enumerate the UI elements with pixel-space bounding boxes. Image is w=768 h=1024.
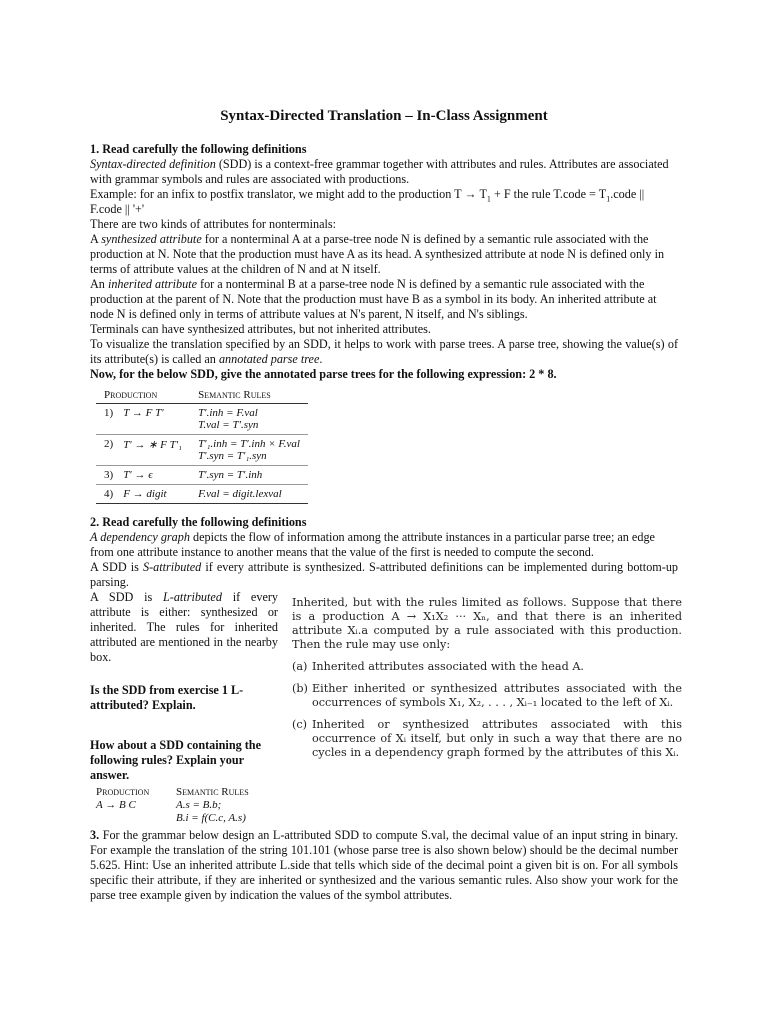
table-row: 2) T′ → ∗ F T′₁ T′₁.inh = T′.inh × F.val T′.syn = T′₁.syn <box>96 435 308 466</box>
mini-production-header: Production <box>96 786 150 798</box>
synthesized-definition: A synthesized attribute for a nonterminal A at a parse-tree node N is defined by a semantic rule associated with the production at N. Note that the production must have A as its head. A synthesized attribute at node N is defined only in terms of attribute values at the children of N and at N itself. <box>90 232 665 276</box>
example-text: Example: for an infix to postfix translator, we might add to the production $T \to T_1 + F$ the rule T.code = $T_1.code$ || F.code || '+' <box>90 187 645 216</box>
two-kinds-text: There are two kinds of attributes for nonterminals: <box>90 217 337 231</box>
section-2 <box>90 515 678 590</box>
visualize-text: To visualize the translation specified by an SDD, it helps to work with parse trees. A parse tree, showing the value(s) of its attribute(s) is called an annotated parse tree. <box>90 337 678 366</box>
section-2-heading: 2. Read carefully the following definitions <box>90 515 307 529</box>
section-3 <box>90 828 678 903</box>
sdd-definition: Syntax-directed definition (SDD) is a context-free grammar together with attributes and rules. Attributes are associated with grammar symbols and rules are associated with productions. <box>90 157 669 186</box>
s-attributed-definition: A SDD is S-attributed if every attribute is synthesized. S-attributed definitions can be implemented during bottom-up parsing. <box>90 560 679 589</box>
task-text: Now, for the below SDD, give the annotated parse trees for the following expression: 2 * 8. <box>90 367 557 381</box>
box-intro: Inherited, but with the rules limited as follows. Suppose that there is a production A → X₁X₂ ··· Xₙ, and that there is an inherited attribute Xᵢ.a computed by a rule associated with this production. Then the rule may use only: <box>292 596 682 651</box>
box-item: (a) Inherited attributes associated with the head A. <box>292 660 584 673</box>
section-3-text: For the grammar below design an L-attributed SDD to compute S.val, the decimal value of an input string in binary. For example the translation of the string 101.101 (whose parse tree is also shown below) should be the decimal number 5.625. Hint: Use an inherited attribute L.side that tells which side of the decimal point a given bit is on. For all symbols specific their attribute, if they are inherited or synthesized and the various semantic rules. Also show your work for the parse tree example given by indication the values of the symbol attributes. <box>90 828 678 902</box>
l-attributed-definition: A SDD is L-attributed if every attribute is either: synthesized or inherited. The rules for inherited attributed are mentioned in the nearby box. <box>90 590 279 664</box>
page-title: Syntax-Directed Translation – In-Class Assignment <box>220 108 548 124</box>
question-1: Is the SDD from exercise 1 L-attributed? Explain. <box>90 683 244 712</box>
section-3-number: 3. <box>90 828 100 842</box>
question-2: How about a SDD containing the following rules? Explain your answer. <box>90 738 261 782</box>
section-1 <box>90 142 678 382</box>
mini-production: A → B C <box>96 799 136 811</box>
semantic-rules-header: Semantic Rules <box>190 387 308 404</box>
dependency-graph-definition: A dependency graph depicts the flow of information among the attribute instances in a particular parse tree; an edge from one attribute instance to another means that the value of the first is needed to compute the second. <box>90 530 655 559</box>
mini-production-table <box>96 786 249 825</box>
mini-rules-header: Semantic Rules <box>176 786 249 798</box>
terminals-text: Terminals can have synthesized attributes, but not inherited attributes. <box>90 322 431 336</box>
inherited-definition: An inherited attribute for a nonterminal B at a parse-tree node N is defined by a semantic rule associated with the production at the parent of N. Note that the production must have B as a symbol in its body. An inherited attribute at node N is defined only in terms of attribute values at N's parent, N itself, and N's siblings. <box>90 277 657 321</box>
production-header: Production <box>96 387 190 404</box>
box-item: (b) Either inherited or synthesized attributes associated with the occurrences of symbols X₁, X₂, . . . , Xᵢ₋₁ located to the left of Xᵢ. <box>292 682 682 709</box>
sdd-table <box>96 387 308 504</box>
table-row: 1) T → F T′ T′.inh = F.val T.val = T′.syn <box>96 404 308 435</box>
section-1-heading: 1. Read carefully the following definitions <box>90 142 307 156</box>
table-row: 4) F → digit F.val = digit.lexval <box>96 485 308 504</box>
mini-rule-1: A.s = B.b; <box>176 799 222 811</box>
inherited-rules-box <box>292 596 682 760</box>
table-row: 3) T′ → ϵ T′.syn = T′.inh <box>96 466 308 485</box>
box-item: (c) Inherited or synthesized attributes associated with this occurrence of Xᵢ itself, but only in such a way that there are no cycles in a dependency graph formed by the attributes of this Xᵢ. <box>292 718 682 759</box>
mini-rule-2: B.i = f(C.c, A.s) <box>176 812 246 824</box>
